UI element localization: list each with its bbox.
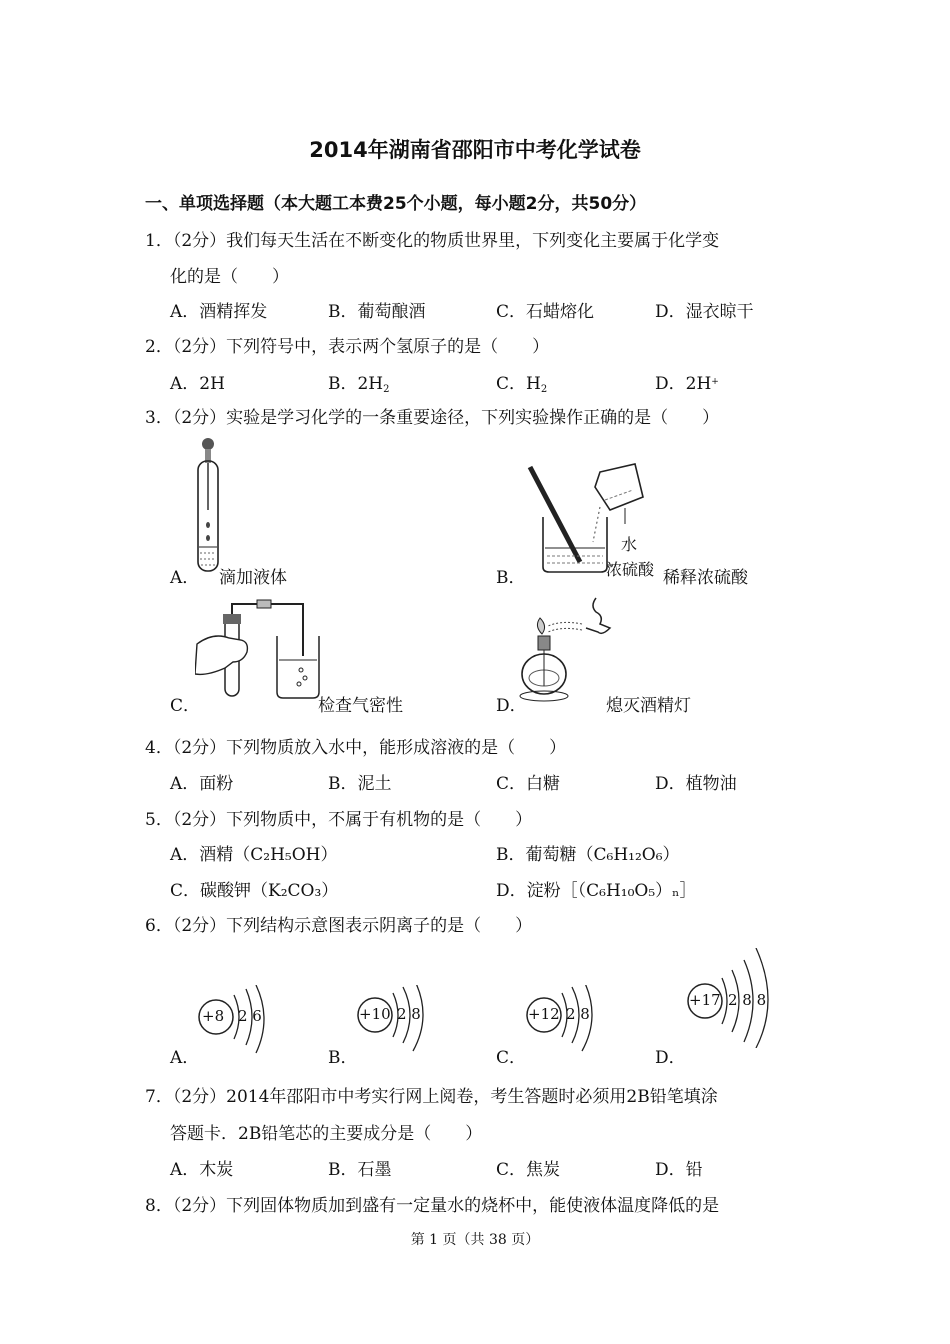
q5-option-b: B．葡萄糖（C₆H₁₂O₆） (496, 845, 680, 865)
question-7-text: 7．（2分）2014年邵阳市中考实行网上阅卷，考生答题时必须用2B铅笔填涂 (145, 1087, 718, 1107)
question-6-text: 6．（2分）下列结构示意图表示阴离子的是（ ） (145, 916, 533, 936)
q3-option-d-letter: D． (496, 696, 527, 716)
q4-option-d: D．植物油 (655, 774, 737, 794)
q3-option-a-label: 滴加液体 (219, 568, 287, 588)
q2-option-d: D．2H+ (655, 374, 719, 394)
q2-option-a: A．2H (170, 374, 225, 394)
q6-option-b: B． (328, 1048, 358, 1068)
page-footer: 第 1 页（共 38 页） (410, 1232, 540, 1248)
q7-option-b: B．石墨 (328, 1160, 392, 1180)
q2-option-b: B．$2H_2$ (328, 374, 390, 395)
question-7-text-cont: 答题卡．2B铅笔芯的主要成分是（ ） (170, 1124, 483, 1144)
question-4-text: 4．（2分）下列物质放入水中，能形成溶液的是（ ） (145, 738, 567, 758)
question-1-text: 1．（2分）我们每天生活在不断变化的物质世界里，下列变化主要属于化学变 (145, 231, 720, 251)
q3-option-d-label: 熄灭酒精灯 (606, 696, 691, 716)
q6-option-d: D． (655, 1048, 686, 1068)
q2-option-c: C．$H_2$ (496, 374, 548, 395)
q4-option-a: A．面粉 (170, 774, 234, 794)
q3-option-a-letter: A． (170, 568, 200, 588)
atom-structure-b: +10 2 8 (355, 985, 445, 1055)
q3-option-c-label: 检查气密性 (318, 696, 403, 716)
concentrated-acid-label: 浓硫酸 (606, 560, 655, 579)
q7-option-c: C．焦炭 (496, 1160, 561, 1180)
q1-option-a: A．酒精挥发 (170, 302, 268, 322)
atom-structure-c: +12 2 8 (524, 985, 614, 1055)
q1-option-d: D．湿衣晾干 (655, 302, 754, 322)
q7-option-d: D．铅 (655, 1160, 703, 1180)
q3-option-b-letter: B． (496, 568, 526, 588)
atom-structure-a: +8 2 6 (196, 985, 286, 1055)
question-5-text: 5．（2分）下列物质中，不属于有机物的是（ ） (145, 810, 533, 830)
section-heading: 一、单项选择题（本大题工本费25个小题，每小题2分，共50分） (145, 194, 647, 214)
page-title: 2014年湖南省邵阳市中考化学试卷 (309, 138, 641, 162)
q6-option-c: C． (496, 1048, 527, 1068)
q3-option-b-label: 稀释浓硫酸 (663, 568, 748, 588)
q6-option-a: A． (170, 1048, 200, 1068)
q3-option-c-letter: C． (170, 696, 201, 716)
q5-option-c: C．碳酸钾（K₂CO₃） (170, 881, 339, 901)
q4-option-c: C．白糖 (496, 774, 561, 794)
alcohol-lamp-figure (518, 596, 618, 708)
question-1-text-cont: 化的是（ ） (170, 267, 289, 287)
q1-option-b: B．葡萄酿酒 (328, 302, 426, 322)
question-2-text: 2．（2分）下列符号中，表示两个氢原子的是（ ） (145, 337, 550, 357)
q4-option-b: B．泥土 (328, 774, 392, 794)
airtightness-figure (195, 596, 320, 701)
q1-option-c: C．石蜡熔化 (496, 302, 595, 322)
water-label: 水 (621, 535, 638, 554)
question-8-text: 8．（2分）下列固体物质加到盛有一定量水的烧杯中，能使液体温度降低的是 (145, 1196, 720, 1216)
question-3-text: 3．（2分）实验是学习化学的一条重要途径，下列实验操作正确的是（ ） (145, 408, 720, 428)
q5-option-a: A．酒精（C₂H₅OH） (170, 845, 338, 865)
dropper-test-tube-figure (185, 435, 225, 580)
q7-option-a: A．木炭 (170, 1160, 234, 1180)
atom-structure-d: +17 2 8 8 (686, 948, 786, 1048)
q5-option-d: D．淀粉［（C₆H₁₀O₅）ₙ］ (496, 881, 697, 901)
